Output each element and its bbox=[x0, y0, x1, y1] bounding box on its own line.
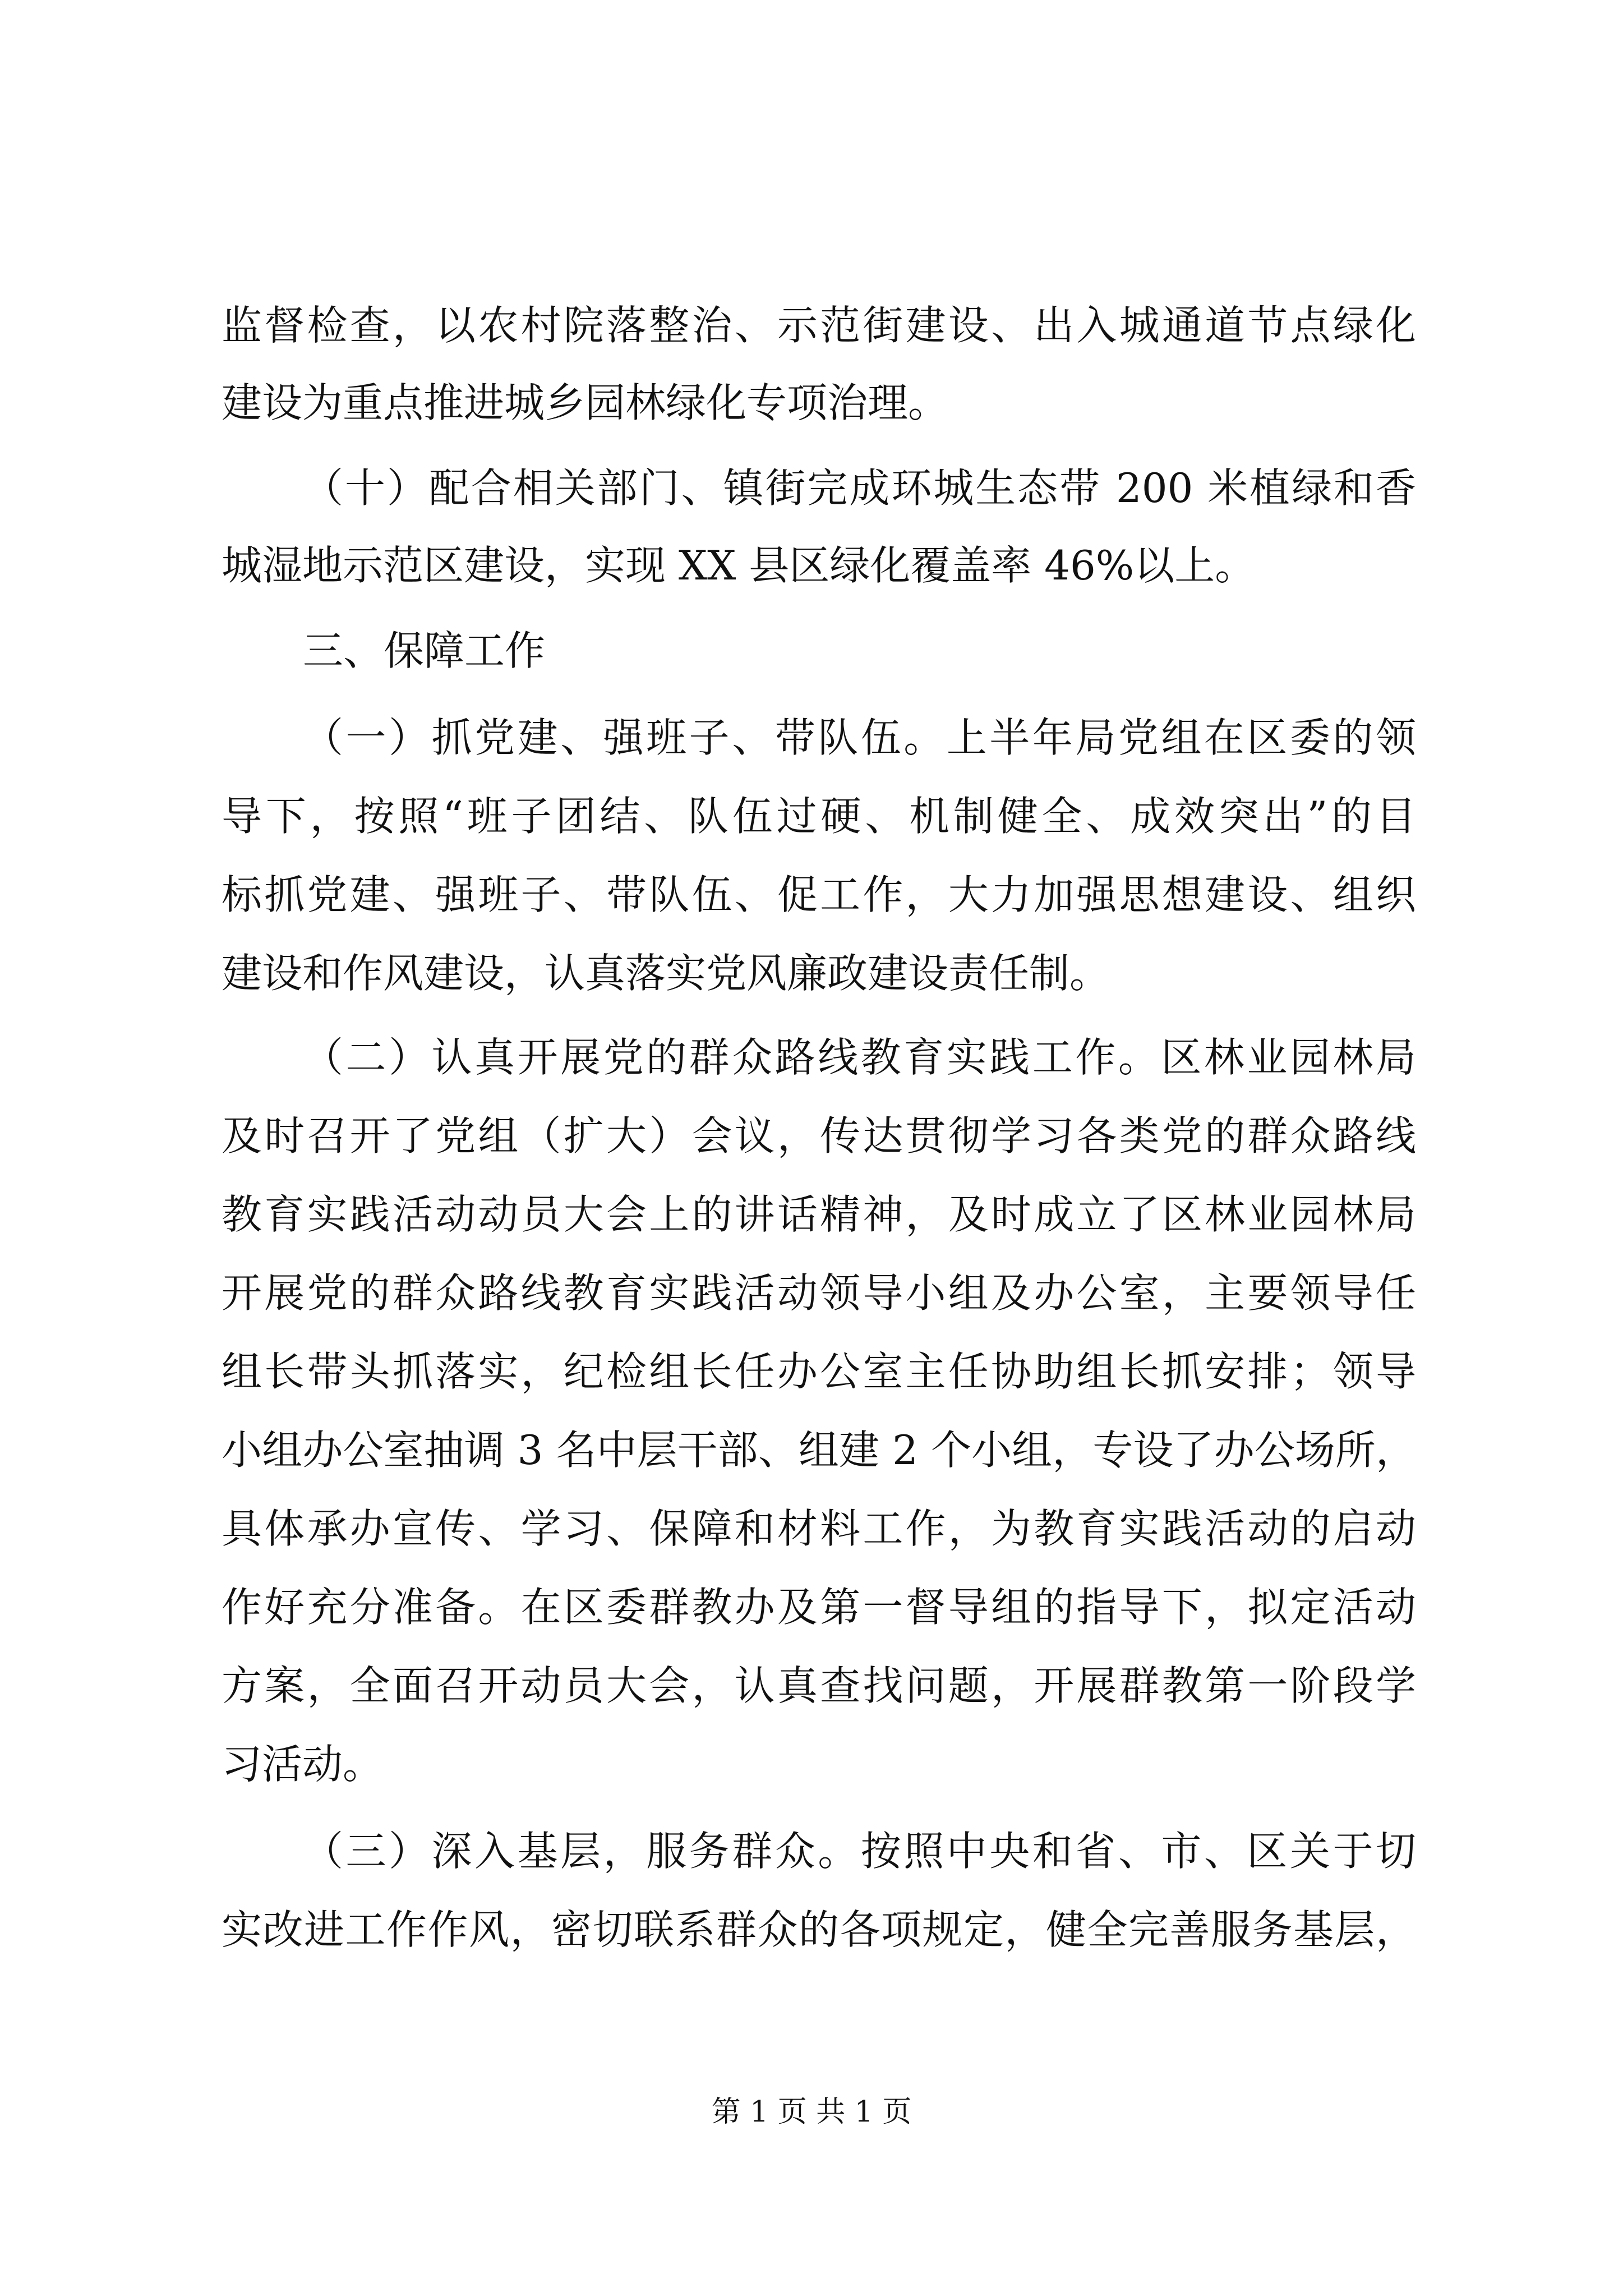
text-line: 导下，按照“班子团结、队伍过硬、机制健全、成效突出”的目 bbox=[222, 793, 1416, 840]
text-line: 监督检查，以农村院落整治、示范街建设、出入城通道节点绿化 bbox=[222, 302, 1416, 349]
text-line: 标抓党建、强班子、带队伍、促工作，大力加强思想建设、组织 bbox=[222, 871, 1416, 918]
text-line: 建设和作风建设，认真落实党风廉政建设责任制。 bbox=[222, 950, 1110, 997]
text-line: 组长带头抓落实，纪检组长任办公室主任协助组长抓安排；领导 bbox=[222, 1348, 1416, 1395]
text-line: （二）认真开展党的群众路线教育实践工作。区林业园林局 bbox=[303, 1034, 1416, 1081]
text-line: 建设为重点推进城乡园林绿化专项治理。 bbox=[222, 379, 949, 426]
text-line: 作好充分准备。在区委群教办及第一督导组的指导下，拟定活动 bbox=[222, 1584, 1416, 1631]
text-line: （一）抓党建、强班子、带队伍。上半年局党组在区委的领 bbox=[303, 714, 1416, 761]
text-line: 小组办公室抽调 3 名中层干部、组建 2 个小组，专设了办公场所， bbox=[222, 1427, 1416, 1474]
text-line: 实改进工作作风，密切联系群众的各项规定，健全完善服务基层， bbox=[222, 1906, 1416, 1953]
text-line: （十）配合相关部门、镇街完成环城生态带 200 米植绿和香 bbox=[303, 464, 1416, 512]
text-line: 开展党的群众路线教育实践活动领导小组及办公室，主要领导任 bbox=[222, 1269, 1416, 1317]
section-heading: 三、保障工作 bbox=[303, 627, 546, 674]
text-line: 具体承办宣传、学习、保障和材料工作，为教育实践活动的启动 bbox=[222, 1505, 1416, 1552]
page-footer: 第 1 页 共 1 页 bbox=[711, 2095, 912, 2129]
text-line: 及时召开了党组（扩大）会议，传达贯彻学习各类党的群众路线 bbox=[222, 1112, 1416, 1159]
text-line: 城湿地示范区建设，实现 XX 县区绿化覆盖率 46%以上。 bbox=[222, 542, 1256, 589]
text-line: 教育实践活动动员大会上的讲话精神，及时成立了区林业园林局 bbox=[222, 1191, 1416, 1238]
text-line: （三）深入基层，服务群众。按照中央和省、市、区关于切 bbox=[303, 1828, 1416, 1875]
text-line: 方案，全面召开动员大会，认真查找问题，开展群教第一阶段学 bbox=[222, 1662, 1416, 1709]
text-line: 习活动。 bbox=[222, 1741, 384, 1788]
